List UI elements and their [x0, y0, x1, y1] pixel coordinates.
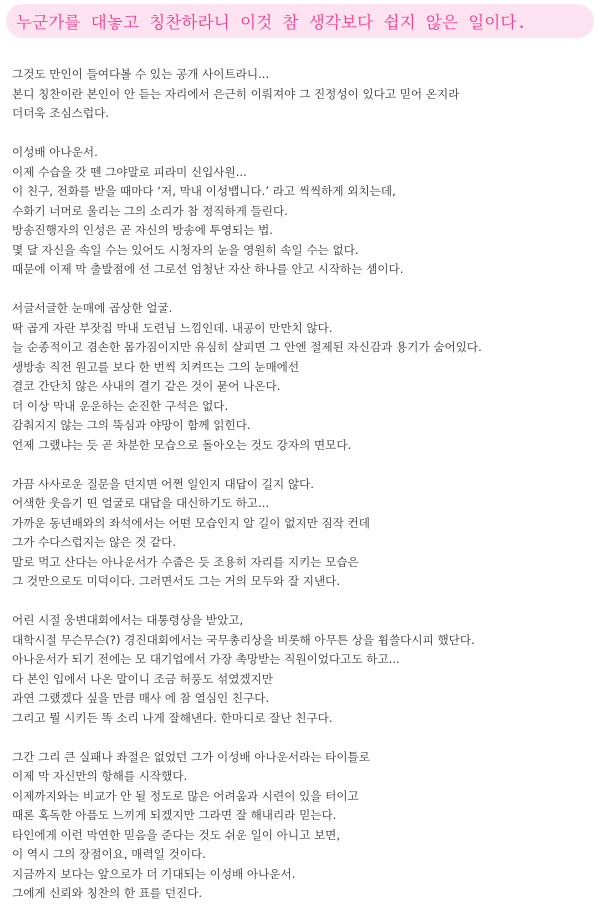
text-line: 이 역시 그의 장점이요, 매력일 것이다.	[12, 847, 206, 861]
text-line: 아나운서가 되기 전에는 모 대기업에서 가장 촉망받는 직원이었다고도 하고...	[12, 652, 400, 666]
text-line: 때문에 이제 막 출발점에 선 그로선 엄청난 자산 하나를 안고 시작하는 셈이다.	[12, 262, 404, 276]
text-line: 이성배 아나운서.	[12, 145, 98, 159]
article-body	[12, 65, 594, 923]
page-title: 누군가를 대놓고 칭찬하라니 이것 참 생각보다 쉽지 않은 일이다.	[16, 13, 527, 32]
text-line: 이제 수습을 갓 뗀 그야말로 피라미 신입사원...	[12, 164, 247, 179]
text-line: 지금까지 보다는 앞으로가 더 기대되는 이성배 아나운서.	[12, 866, 296, 881]
paragraph-background	[12, 611, 594, 728]
text-line: 방송진행자의 인성은 곧 자신의 방송에 투영되는 법.	[12, 223, 273, 237]
text-line: 딱 곱게 자란 부잣집 막내 도련님 느낌인데. 내공이 만만치 않다.	[12, 320, 333, 335]
text-line: 이제 막 자신만의 항해를 시작했다.	[12, 769, 188, 783]
text-line: 수화기 너머로 울리는 그의 소리가 참 정직하게 들린다.	[12, 203, 288, 218]
paragraph-personality	[12, 475, 594, 592]
text-line: 타인에게 이런 막연한 믿음을 준다는 것도 쉬운 일이 아니고 보면,	[12, 827, 341, 842]
text-line: 어색한 웃음기 띤 얼굴로 대답을 대신하기도 하고...	[12, 496, 270, 510]
text-line: 그가 수다스럽지는 않은 것 같다.	[12, 535, 177, 549]
text-line: 그리고 뭘 시키든 똑 소리 나게 잘해낸다. 한마디로 잘난 친구다.	[12, 710, 333, 725]
text-line: 말로 먹고 산다는 아나운서가 수줍은 듯 조용히 자리를 지키는 모습은	[12, 554, 359, 569]
text-line: 생방송 직전 원고를 보다 한 번씩 치켜뜨는 그의 눈매에선	[12, 359, 300, 374]
paragraph-introduction	[12, 143, 594, 280]
paragraph-closing	[12, 748, 594, 904]
text-line: 몇 달 자신을 속일 수는 있어도 시청자의 눈을 영원히 속일 수는 없다.	[12, 242, 359, 257]
text-line: 대학시절 무슨무슨(?) 경진대회에서는 국무총리상을 비롯해 아무튼 상을 휩쓸다시피 했단다.	[12, 632, 475, 647]
text-line: 본디 칭찬이란 본인이 안 듣는 자리에서 은근히 이뤄져야 그 진정성이 있다고 믿어 온지라	[12, 86, 460, 101]
text-line: 어린 시절 웅변대회에서는 대통령상을 받았고,	[12, 613, 244, 627]
text-line: 이제까지와는 비교가 안 될 정도로 많은 어려움과 시련이 있을 터이고	[12, 788, 359, 803]
paragraph-appearance	[12, 299, 594, 455]
text-line: 언제 그랬냐는 듯 곧 차분한 모습으로 돌아오는 것도 강자의 면모다.	[12, 437, 352, 452]
text-line: 그간 그리 큰 실패나 좌절은 없었던 그가 이성배 아나운서라는 타이틀로	[12, 749, 370, 764]
text-line: 과연 그랬겠다 싶을 만큼 매사 에 참 열심인 친구다.	[12, 691, 270, 705]
text-line: 그 것만으로도 미덕이다. 그러면서도 그는 거의 모두와 잘 지낸다.	[12, 574, 341, 588]
title-banner	[6, 4, 594, 38]
text-line: 서글서글한 눈매에 곱상한 얼굴.	[12, 301, 173, 315]
paragraph-intro	[12, 65, 594, 124]
text-line: 다 본인 입에서 나온 말이니 조금 허풍도 섞였겠지만	[12, 671, 273, 686]
text-line: 이 친구, 전화를 받을 때마다 ‘저, 막내 이성뱁니다.’ 라고 씩씩하게 외치는데,	[12, 184, 396, 198]
text-line: 가끔 사사로운 질문을 던지면 어쩐 일인지 대답이 길지 않다.	[12, 476, 314, 491]
text-line: 더 이상 막내 운운하는 순진한 구석은 없다.	[12, 398, 229, 413]
text-line: 늘 순종적이고 겸손한 몸가짐이지만 유심히 살피면 그 안엔 절제된 자신감과 용기가 숨어있다.	[12, 340, 482, 354]
text-line: 그것도 만인이 들여다볼 수 있는 공개 사이트라니...	[12, 67, 270, 81]
text-line: 가까운 동년배와의 좌석에서는 어떤 모습인지 알 길이 없지만 짐작 컨데	[12, 515, 370, 530]
text-line: 때론 혹독한 아픔도 느끼게 되겠지만 그라면 잘 해내리라 믿는다.	[12, 808, 337, 822]
text-line: 그에게 신뢰와 칭찬의 한 표를 던진다.	[12, 886, 203, 900]
text-line: 더더욱 조심스럽다.	[12, 106, 109, 120]
text-line: 감춰지지 않는 그의 뚝심과 야망이 함께 읽힌다.	[12, 418, 251, 432]
text-line: 결코 간단치 않은 사내의 결기 같은 것이 묻어 나온다.	[12, 379, 281, 393]
